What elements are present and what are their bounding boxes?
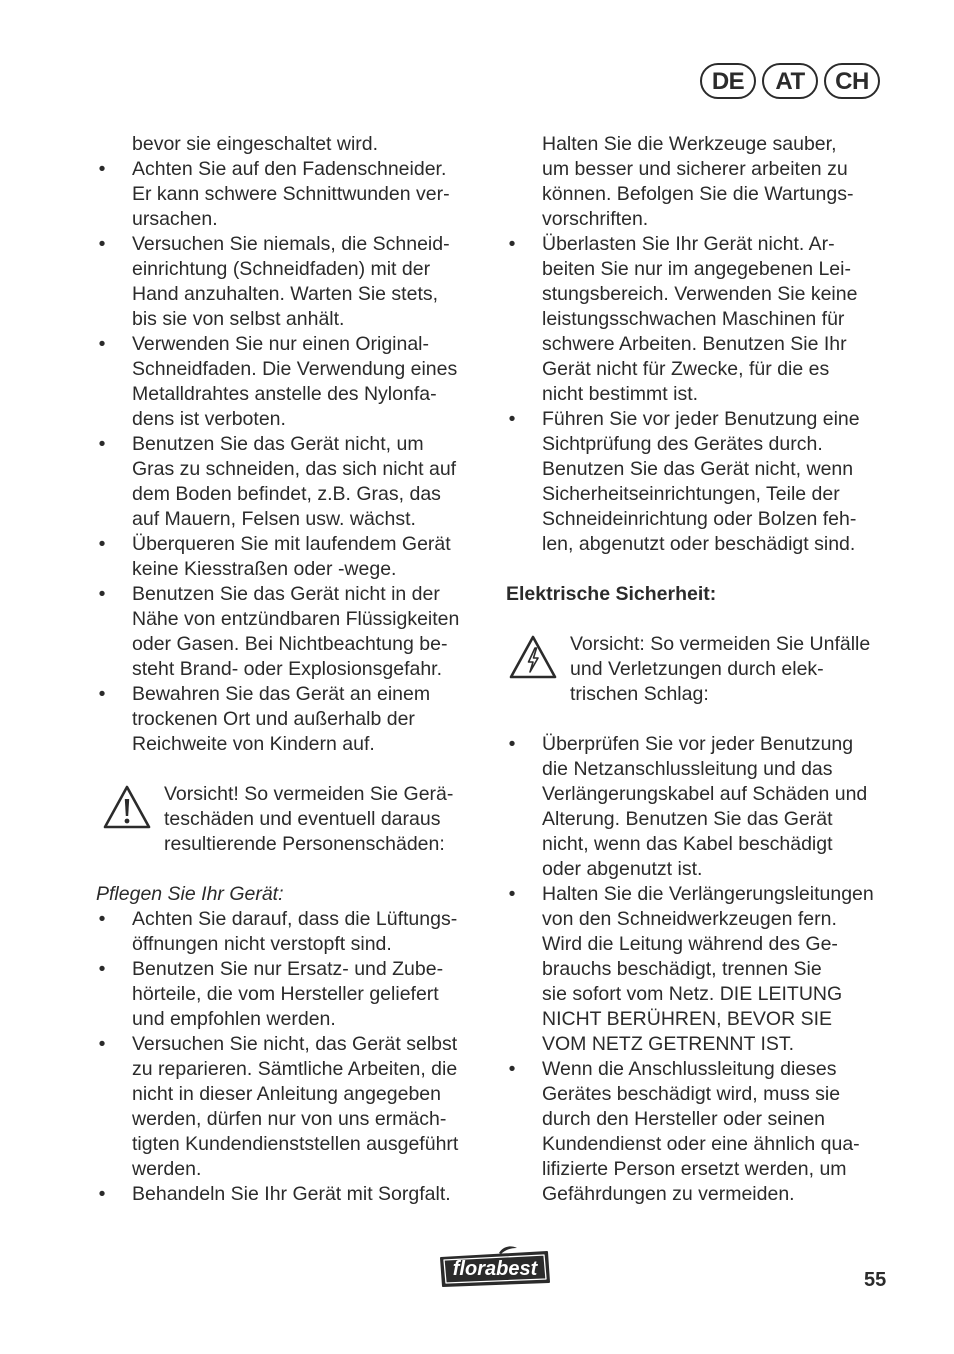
list-item-line: bis sie von selbst anhält. bbox=[132, 308, 345, 330]
safety-list-1 bbox=[96, 157, 481, 757]
list-item-line: hörteile, die vom Hersteller geliefert bbox=[132, 983, 439, 1005]
country-badge-ch: CH bbox=[824, 63, 880, 99]
bullet-icon: • bbox=[98, 583, 106, 605]
list-item bbox=[96, 157, 481, 232]
left-column bbox=[96, 132, 481, 1207]
text-line: Vorsicht: So vermeiden Sie Unfälle bbox=[570, 633, 871, 655]
list-item-line: VOM NETZ GETRENNT IST. bbox=[542, 1033, 795, 1055]
list-item-line: Versuchen Sie niemals, die Schneid- bbox=[132, 233, 450, 255]
list-item-line: und empfohlen werden. bbox=[132, 1008, 336, 1030]
bullet-icon: • bbox=[98, 533, 106, 555]
list-item-line: trockenen Ort und außerhalb der bbox=[132, 708, 415, 730]
list-item-line: Achten Sie darauf, dass die Lüftungs- bbox=[132, 908, 458, 930]
list-item-line: Behandeln Sie Ihr Gerät mit Sorgfalt. bbox=[132, 1183, 451, 1205]
list-item bbox=[96, 1182, 481, 1207]
list-item-line: lifizierte Person ersetzt werden, um bbox=[542, 1158, 847, 1180]
list-item-line: Überqueren Sie mit laufendem Gerät bbox=[132, 533, 451, 555]
electrical-warning-text bbox=[570, 632, 896, 707]
bullet-icon: • bbox=[508, 408, 516, 430]
list-item-line: Verlängerungskabel auf Schäden und bbox=[542, 783, 868, 805]
list-item-line: Metalldrahtes anstelle des Nylonfa- bbox=[132, 383, 437, 405]
text-line: vorschriften. bbox=[542, 208, 649, 230]
list-item-line: brauchs beschädigt, trennen Sie bbox=[542, 958, 822, 980]
text-line: resultierende Personenschäden: bbox=[164, 833, 445, 855]
list-item-line: einrichtung (Schneidfaden) mit der bbox=[132, 258, 431, 280]
list-item-line: Gerätes beschädigt wird, muss sie bbox=[542, 1083, 841, 1105]
list-item-line: dens ist verboten. bbox=[132, 408, 286, 430]
bullet-icon: • bbox=[98, 158, 106, 180]
list-item-line: von den Schneidwerkzeugen fern. bbox=[542, 908, 837, 930]
list-item bbox=[506, 882, 896, 1057]
logo-text: florabest bbox=[452, 1258, 538, 1280]
bullet-icon: • bbox=[98, 683, 106, 705]
list-item-line: Überlasten Sie Ihr Gerät nicht. Ar- bbox=[542, 233, 835, 255]
list-item-line: Halten Sie die Verlängerungsleitungen bbox=[542, 883, 874, 905]
list-item-line: nicht bestimmt ist. bbox=[542, 383, 699, 405]
list-item-line: keine Kiesstraßen oder -wege. bbox=[132, 558, 397, 580]
list-item-line: Schneideinrichtung oder Bolzen feh- bbox=[542, 508, 857, 530]
list-item bbox=[96, 532, 481, 582]
list-item bbox=[96, 1032, 481, 1182]
continued-text: bevor sie eingeschaltet wird. bbox=[132, 133, 379, 155]
bullet-icon: • bbox=[508, 883, 516, 905]
list-item-line: len, abgenutzt oder beschädigt sind. bbox=[542, 533, 856, 555]
bullet-icon: • bbox=[508, 1058, 516, 1080]
list-item-line: schwere Arbeiten. Benutzen Sie Ihr bbox=[542, 333, 847, 355]
list-item-line: Hand anzuhalten. Warten Sie stets, bbox=[132, 283, 439, 305]
list-item-line: Benutzen Sie das Gerät nicht, wenn bbox=[542, 458, 854, 480]
bullet-icon: • bbox=[98, 433, 106, 455]
list-item-line: oder abgenutzt ist. bbox=[542, 858, 703, 880]
right-column bbox=[506, 132, 896, 1207]
bullet-icon: • bbox=[508, 733, 516, 755]
list-item-line: nicht in dieser Anleitung angegeben bbox=[132, 1083, 441, 1105]
bullet-icon: • bbox=[98, 1033, 106, 1055]
list-item-line: Gras zu schneiden, das sich nicht auf bbox=[132, 458, 457, 480]
page-number: 55 bbox=[864, 1269, 887, 1291]
text-line: können. Befolgen Sie die Wartungs- bbox=[542, 183, 854, 205]
electrical-safety-heading: Elektrische Sicherheit: bbox=[506, 583, 717, 605]
text-line: Halten Sie die Werkzeuge sauber, bbox=[542, 133, 837, 155]
text-line: Vorsicht! So vermeiden Sie Gerä- bbox=[164, 783, 454, 805]
bullet-icon: • bbox=[98, 1183, 106, 1205]
list-item-line: ursachen. bbox=[132, 208, 218, 230]
list-item-line: Benutzen Sie das Gerät nicht in der bbox=[132, 583, 440, 605]
list-item-line: Er kann schwere Schnittwunden ver- bbox=[132, 183, 450, 205]
list-item bbox=[506, 1057, 896, 1207]
bullet-icon: • bbox=[98, 958, 106, 980]
list-item-line: Wenn die Anschlussleitung dieses bbox=[542, 1058, 837, 1080]
list-item bbox=[96, 682, 481, 757]
device-warning-text bbox=[164, 782, 481, 857]
list-item bbox=[506, 732, 896, 882]
text-line: teschäden und eventuell daraus bbox=[164, 808, 441, 830]
list-item-line: Benutzen Sie das Gerät nicht, um bbox=[132, 433, 424, 455]
list-item-line: auf Mauern, Felsen usw. wächst. bbox=[132, 508, 416, 530]
list-item bbox=[96, 907, 481, 957]
list-item-line: Reichweite von Kindern auf. bbox=[132, 733, 375, 755]
list-item-line: Alterung. Benutzen Sie das Gerät bbox=[542, 808, 833, 830]
list-item-line: sie sofort vom Netz. DIE LEITUNG bbox=[542, 983, 843, 1005]
list-item-line: öffnungen nicht verstopft sind. bbox=[132, 933, 392, 955]
list-item-line: stungsbereich. Verwenden Sie keine bbox=[542, 283, 858, 305]
list-item bbox=[96, 332, 481, 432]
text-line: um besser und sicherer arbeiten zu bbox=[542, 158, 848, 180]
list-item-line: dem Boden befindet, z.B. Gras, das bbox=[132, 483, 441, 505]
list-item-line: Gerät nicht für Zwecke, für die es bbox=[542, 358, 830, 380]
text-line: und Verletzungen durch elek- bbox=[570, 658, 824, 680]
bullet-icon: • bbox=[98, 908, 106, 930]
safety-list-2 bbox=[506, 232, 896, 557]
list-item bbox=[96, 432, 481, 532]
electrical-list bbox=[506, 732, 896, 1207]
list-item-line: durch den Hersteller oder seinen bbox=[542, 1108, 825, 1130]
list-item-line: die Netzanschlussleitung und das bbox=[542, 758, 833, 780]
list-item-line: Sichtprüfung des Gerätes durch. bbox=[542, 433, 823, 455]
care-heading: Pflegen Sie Ihr Gerät: bbox=[96, 883, 284, 905]
list-item bbox=[96, 232, 481, 332]
bullet-icon: • bbox=[98, 233, 106, 255]
list-item bbox=[506, 407, 896, 557]
list-item-line: beiten Sie nur im angegebenen Lei- bbox=[542, 258, 851, 280]
list-item bbox=[506, 232, 896, 407]
list-item-line: Achten Sie auf den Fadenschneider. bbox=[132, 158, 447, 180]
list-item-line: Überprüfen Sie vor jeder Benutzung bbox=[542, 733, 854, 755]
list-item bbox=[96, 957, 481, 1032]
list-item-line: Wird die Leitung während des Ge- bbox=[542, 933, 838, 955]
care-list bbox=[96, 907, 481, 1207]
list-item-line: Sicherheitseinrichtungen, Teile der bbox=[542, 483, 840, 505]
list-item-line: werden, dürfen nur von uns ermäch- bbox=[132, 1108, 447, 1130]
list-item-line: Gefährdungen zu vermeiden. bbox=[542, 1183, 795, 1205]
list-item-line: Verwenden Sie nur einen Original- bbox=[132, 333, 430, 355]
country-badge-de: DE bbox=[700, 63, 756, 99]
list-item-line: Schneidfaden. Die Verwendung eines bbox=[132, 358, 458, 380]
country-badges bbox=[700, 63, 880, 99]
electrical-warning bbox=[506, 632, 896, 707]
tool-care-text bbox=[506, 132, 896, 232]
list-item-line: leistungsschwachen Maschinen für bbox=[542, 308, 845, 330]
list-item-line: nicht, wenn das Kabel beschädigt bbox=[542, 833, 833, 855]
list-item-line: Kundendienst oder eine ähnlich qua- bbox=[542, 1133, 860, 1155]
country-badge-at: AT bbox=[762, 63, 818, 99]
list-item-line: oder Gasen. Bei Nichtbeachtung be- bbox=[132, 633, 448, 655]
device-warning bbox=[100, 782, 481, 857]
warning-exclamation-icon bbox=[100, 784, 154, 830]
list-item-line: Versuchen Sie nicht, das Gerät selbst bbox=[132, 1033, 458, 1055]
list-item bbox=[96, 582, 481, 682]
list-item-line: steht Brand- oder Explosionsgefahr. bbox=[132, 658, 443, 680]
bullet-icon: • bbox=[508, 233, 516, 255]
list-item-line: Benutzen Sie nur Ersatz- und Zube- bbox=[132, 958, 444, 980]
list-item-line: NICHT BERÜHREN, BEVOR SIE bbox=[542, 1008, 833, 1030]
list-item-line: Führen Sie vor jeder Benutzung eine bbox=[542, 408, 860, 430]
list-item-line: Nähe von entzündbaren Flüssigkeiten bbox=[132, 608, 460, 630]
electric-shock-icon bbox=[506, 634, 560, 680]
bullet-icon: • bbox=[98, 333, 106, 355]
list-item-line: tigten Kundendienststellen ausgeführt bbox=[132, 1133, 459, 1155]
list-item-line: zu reparieren. Sämtliche Arbeiten, die bbox=[132, 1058, 458, 1080]
florabest-logo bbox=[437, 1244, 553, 1297]
list-item-line: werden. bbox=[132, 1158, 202, 1180]
text-line: trischen Schlag: bbox=[570, 683, 709, 705]
list-item-line: Bewahren Sie das Gerät an einem bbox=[132, 683, 431, 705]
